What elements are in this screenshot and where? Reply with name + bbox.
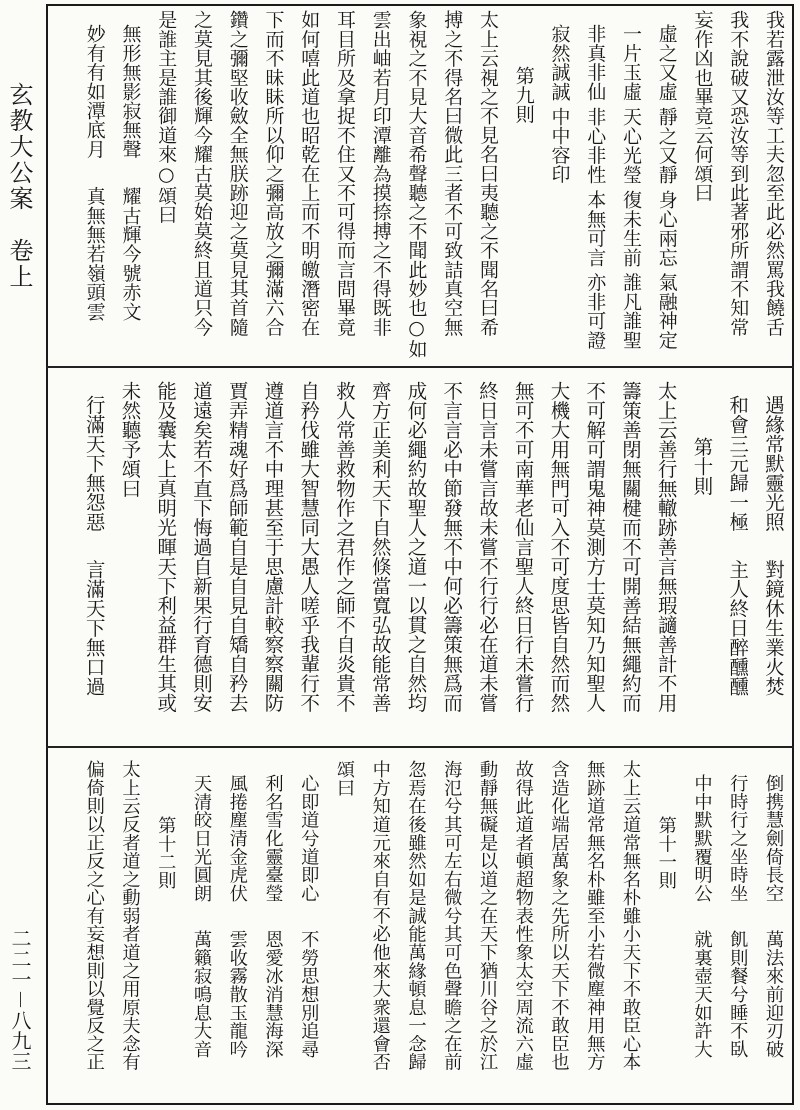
text-column: 太上云反者道之動弱者道之用原夫念有 [119, 760, 141, 1071]
verse-column [541, 10, 577, 362]
verse-column [612, 10, 648, 362]
upper-register [76, 10, 791, 362]
text-column: 搏之不得名曰微此三者不可致詰真空無 [441, 10, 464, 337]
verse-phrase: 對鏡休生業火焚 [762, 559, 785, 696]
text-column: 含造化端居萬象之先所以天下不敢臣也 [548, 760, 570, 1071]
text-column: 故得此道者頓超物表性象太空周流六虛 [512, 760, 534, 1071]
text-column: 我不說破又恐汝等到此著邪所謂不知常 [727, 10, 750, 337]
verse-phrase: 非心非性 [584, 106, 607, 184]
register-divider [46, 366, 794, 368]
text-column: 未然聽予頌曰 [118, 381, 142, 498]
section-heading: 第九則 [512, 66, 535, 124]
verse-column [577, 10, 613, 362]
text-column: 雲出岫若月印潭離為摸捺搏之不得既非 [369, 10, 392, 337]
verse-column [648, 10, 684, 362]
text-column: 頌曰 [334, 760, 355, 797]
verse-phrase: 誰凡誰聖 [620, 272, 642, 350]
text-column: 成何必繩約故聖人之道一以貫之自然均 [404, 381, 428, 713]
verse-column [255, 760, 291, 1098]
verse-phrase: 妙有有如潭底月 [83, 24, 106, 159]
verse-phrase: 心即道兮道即心 [298, 774, 320, 903]
verse-phrase: 寂然誠誠 [548, 24, 571, 101]
verse-phrase: 中中容印 [548, 106, 571, 184]
verse-phrase: 行滿天下無怨惡 [82, 395, 106, 532]
verse-phrase: 天清皎日光圓朗 [191, 774, 212, 903]
verse-phrase: 萬法來前迎刃破 [763, 930, 784, 1059]
text-column: 賈弄精魂好爲師範自是自見自矯自矜去 [225, 381, 249, 713]
text-column: 下而不昧眛所以仰之彌高放之彌滿六合 [262, 10, 285, 337]
verse-phrase: 靜之又靜 [655, 106, 678, 184]
verse-phrase: 就裏壺天如許大 [691, 930, 713, 1059]
text-column: 太上云道常無名朴雖小天下不敢臣心本 [620, 760, 641, 1071]
verse-phrase: 非真非仙 [584, 24, 607, 101]
verse-phrase: 中中默默覆明公 [691, 774, 713, 903]
text-column: 妄作凶也畢竟云何頌曰 [691, 10, 714, 202]
running-title: 玄教大公案 卷上 [5, 82, 33, 290]
verse-phrase: 主人終日醉醺醺 [726, 559, 750, 696]
text-column: 太上云視之不見名曰夷聽之不聞名曰希 [477, 10, 499, 337]
verse-phrase: 倒携慧劍倚長空 [763, 774, 784, 903]
verse-phrase: 亦非可證 [584, 272, 607, 350]
verse-column [219, 760, 255, 1098]
text-column: 是誰主是誰御道來○頌曰 [155, 10, 178, 225]
verse-column [720, 760, 756, 1098]
verse-phrase: 天心光瑩 [620, 106, 642, 184]
verse-phrase: 行時行之坐時坐 [727, 774, 749, 903]
verse-phrase: 本無可言 [584, 189, 607, 267]
verse-phrase: 恩愛冰消慧海深 [262, 930, 284, 1059]
verse-phrase: 氣融神定 [655, 272, 678, 350]
verse-phrase: 復未生前 [620, 189, 642, 267]
verse-phrase: 虛之又虛 [655, 24, 678, 101]
text-column: 齊方正美利天下自然倏當寬弘故能常善 [368, 381, 392, 713]
middle-register [76, 381, 791, 741]
text-column: 不可解可謂鬼神莫測方士莫知乃知聖人 [583, 381, 607, 713]
verse-phrase: 無形無影寂無聲 [119, 24, 142, 159]
verse-phrase: 利名雪化靈臺瑩 [262, 774, 284, 903]
verse-column [76, 381, 112, 741]
verse-column [755, 760, 791, 1098]
section-heading: 第十一則 [655, 816, 677, 890]
section-heading: 第十則 [690, 437, 714, 496]
verse-column [291, 760, 327, 1098]
text-column: 無跡道常無名朴雖至小若微塵神用無方 [584, 760, 606, 1071]
text-column: 救人常善救物作之君作之師不自炎貴不 [333, 381, 356, 713]
text-column: 鑽之彌堅收斂全無朕跡迎之莫見其首隨 [226, 10, 249, 337]
text-column: 海氾兮其可左右微兮其可色聲瞻之在前 [441, 760, 463, 1071]
verse-column [112, 10, 148, 362]
verse-phrase: 一片玉虛 [620, 24, 642, 101]
text-column: 我若露泄汝等工夫忽至此必然罵我饒舌 [763, 10, 785, 337]
text-column: 之莫見其後輝今耀古莫始莫終且道只今 [191, 10, 213, 337]
text-column: 遵道言不中理甚至于思慮計較察察關防 [261, 381, 285, 713]
page-number: 二二一－八九三 [8, 928, 32, 1072]
text-column: 能及囊太上真明光暉天下利益群生其或 [154, 381, 178, 713]
verse-phrase: 雲收霧散玉龍吟 [226, 930, 248, 1059]
text-column: 太上云善行無轍跡善言無瑕讁善計不用 [654, 381, 678, 713]
text-column: 籌策善閉無關楗而不可開善結無繩約而 [619, 381, 642, 713]
text-column: 如何嘻此道也昭乾在上而不明皦潛密在 [298, 10, 321, 337]
text-column: 偏倚則以正反之心有妄想則以覺反之正 [83, 760, 105, 1071]
verse-phrase: 真無無若嶺頭雲 [83, 186, 106, 321]
verse-column [183, 760, 219, 1098]
verse-phrase: 身心兩忘 [655, 189, 678, 267]
section-heading: 第十二則 [155, 816, 177, 890]
register-divider [46, 746, 794, 748]
verse-column [76, 10, 112, 362]
verse-column [720, 381, 756, 741]
text-column: 無可不可南華老仙言聖人終日行未嘗行 [511, 381, 535, 713]
text-column: 道遠矣若不直下悔過自新果行育德則安 [190, 381, 213, 713]
verse-column [755, 381, 791, 741]
verse-phrase: 遇緣常默靈光照 [762, 395, 785, 532]
verse-phrase: 萬籟寂鳴息大音 [191, 930, 212, 1059]
text-column: 中方知道元來自有不必他來大衆還會否 [369, 760, 391, 1071]
text-column: 大機大用無門可入不可度思皆自然而然 [547, 381, 571, 713]
verse-phrase: 不勞思想別追尋 [298, 930, 320, 1059]
text-column: 動靜無礙是以道之在天下猶川谷之於江 [477, 760, 498, 1071]
lower-register [76, 760, 791, 1098]
text-column: 自矜伐雖大智慧同大愚人嗟乎我輩行不 [297, 381, 321, 713]
verse-column [684, 760, 720, 1098]
text-column: 耳目所及拿捉不住又不可得而言問畢竟 [334, 10, 356, 337]
text-column: 忽焉在後雖然如是誠能萬緣頓息一念歸 [405, 760, 427, 1071]
verse-phrase: 風捲塵清金虎伏 [226, 774, 248, 903]
text-column: 終日言未嘗言故未嘗不行行必在道未嘗 [476, 381, 499, 713]
verse-phrase: 飢則餐兮睡不臥 [727, 930, 749, 1059]
text-column: 象視之不見大音希聲聽之不聞此妙也○如 [405, 10, 428, 359]
verse-phrase: 言滿天下無口過 [82, 559, 106, 696]
text-column: 不言言必中節發無不中何必籌策無爲而 [440, 381, 464, 713]
verse-phrase: 和會三元歸一極 [726, 395, 750, 532]
verse-phrase: 耀古輝今號赤文 [119, 186, 142, 321]
